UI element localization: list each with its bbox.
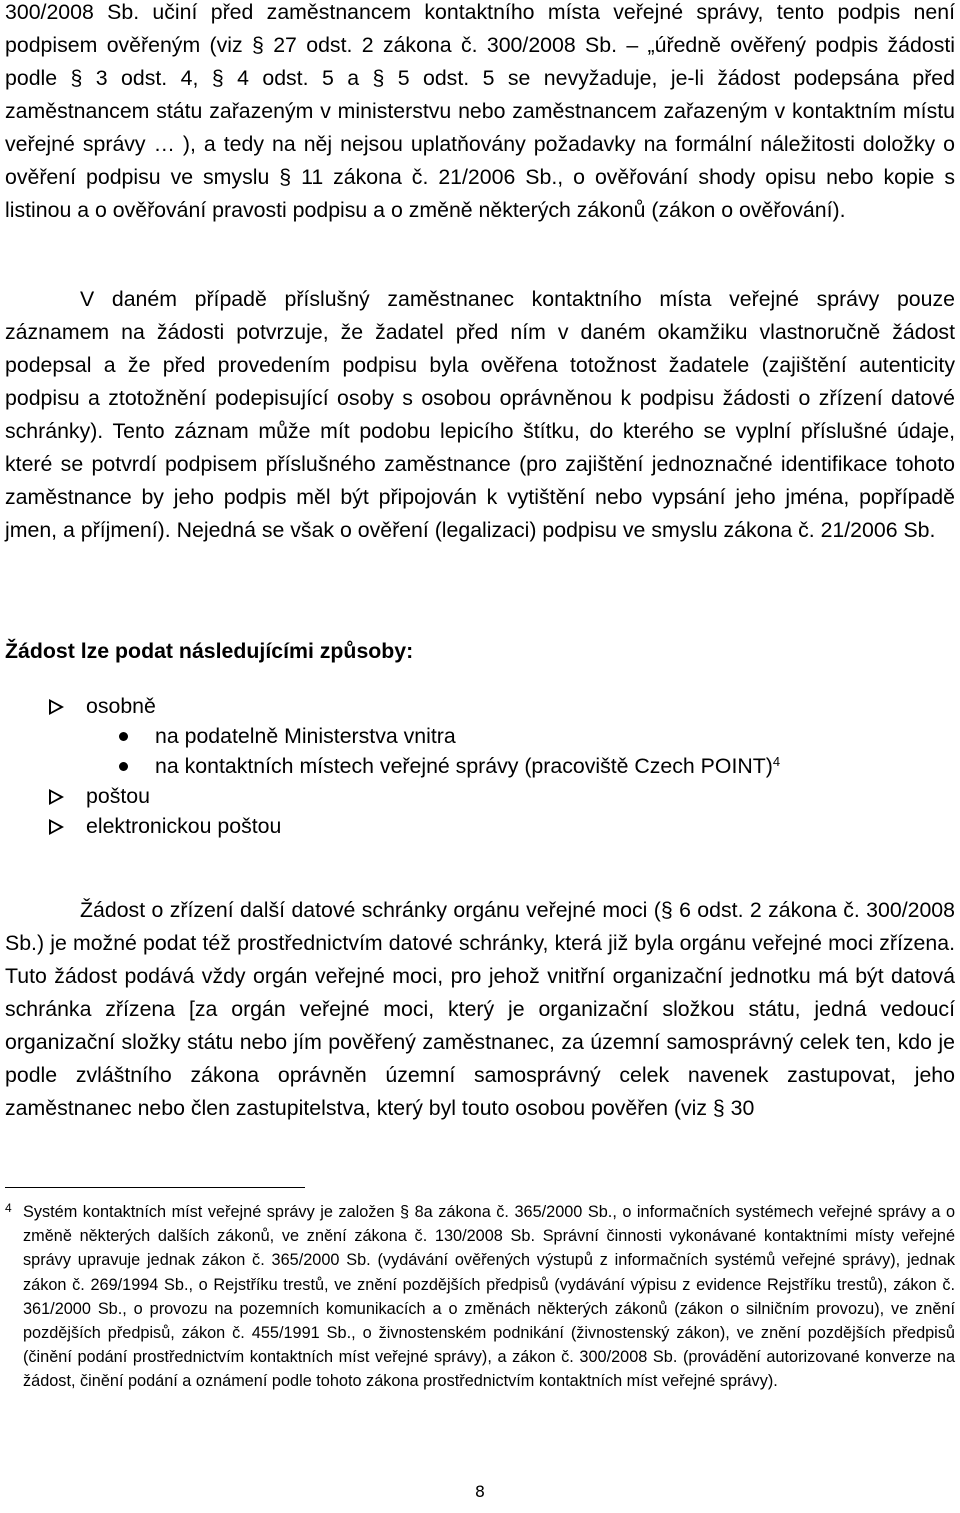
footnote-reference: 4 [772,754,781,769]
arrowhead-bullet-icon [49,789,64,805]
list-item-post [5,781,955,811]
footnote-text: Systém kontaktních míst veřejné správy je založen § 8a zákona č. 365/2000 Sb., o informačních systémech veřejné správy a o změně některých dalších zákonů, ve znění zákona č. 130/2008 Sb. Správní činnosti vykonávané kontaktními místy veřejné správy upravuje jednak zákon č. 365/2000 Sb. (vydávání ověřených výstupů z informačních systémů veřejné správy), jednak zákon č. 269/1994 Sb., o Rejstříku trestů, ve znění pozdějších předpisů (vydávání výpisu z evidence Rejstříku trestů), zákon č. 361/2000 Sb., o provozu na pozemních komunikacích a o změnách některých zákonů (zákon o silničním provozu), ve znění pozdějších předpisů, zákon č. 455/1991 Sb., o živnostenském podnikání (živnostenský zákon), ve znění pozdějších předpisů (činění podání prostřednictvím kontaktních míst veřejné správy), a zákon č. 300/2008 Sb. (provádění autorizované konverze na žádost, činění podání a oznámení podle tohoto zákona prostřednictvím kontaktních míst veřejné správy). [23,1203,955,1391]
list-subitem-ministry-registry [5,721,955,751]
list-item-label: elektronickou poštou [86,814,282,838]
list-item-email [5,811,955,841]
arrowhead-bullet-icon [49,699,64,715]
section-heading: Žádost lze podat následujícími způsoby: [5,639,414,663]
round-bullet-icon [119,762,128,771]
list-item-in-person [5,691,955,721]
list-item-label: na kontaktních místech veřejné správy (pracoviště Czech POINT) [155,754,773,778]
paragraph-1: 300/2008 Sb. učiní před zaměstnancem kontaktního místa veřejné správy, tento podpis není podpisem ověřeným (viz § 27 odst. 2 zákona č. 300/2008 Sb. – „úředně ověřený podpis žádosti podle § 3 odst. 4, § 4 odst. 5 a § 5 odst. 5 se nevyžaduje, je-li žádost podepsána před zaměstnancem státu zařazeným v ministerstvu nebo zaměstnancem zařazeným v kontaktním místu veřejné správy … ), a tedy na něj nejsou uplatňovány požadavky na formální náležitosti doložky o ověření podpisu ve smyslu § 11 zákona č. 21/2006 Sb., o ověřování shody opisu nebo kopie s listinou a o ověřování pravosti podpisu a o změně některých zákonů (zákon o ověřování). [5,0,955,222]
paragraph-3: Žádost o zřízení další datové schránky orgánu veřejné moci (§ 6 odst. 2 zákona č. 300/2008 Sb.) je možné podat též prostřednictvím datové schránky, která již byla orgánu veřejné moci zřízena. Tuto žádost podává vždy orgán veřejné moci, pro jehož vnitřní organizační jednotku má být datová schránka zřízena [za orgán veřejné moci, který je organizační složkou státu, jedná vedoucí organizační složky státu nebo jím pověřený zaměstnanec, za územní samosprávný celek ten, kdo je podle zvláštního zákona oprávněn územní samosprávný celek navenek zastupovat, jeho zaměstnanec nebo člen zastupitelstva, který byl touto osobou pověřen (viz § 30 [5,898,955,1120]
footnote [5,1200,955,1394]
list-item-label: poštou [86,784,150,808]
arrowhead-bullet-icon [49,819,64,835]
footnote-mark: 4 [5,1201,12,1215]
paragraph-1-block [5,0,955,227]
footnote-separator [5,1187,305,1188]
page-number: 8 [474,1482,486,1501]
list-subitem-contact-points [5,751,955,781]
paragraph-3-block [5,894,955,1125]
list-item-label: osobně [86,694,156,718]
paragraph-2: V daném případě příslušný zaměstnanec kontaktního místa veřejné správy pouze záznamem na žádosti potvrzuje, že žadatel před ním v daném okamžiku vlastnoručně žádost podepsal a že před provedením podpisu byla ověřena totožnost žadatele (zajištění autenticity podpisu a ztotožnění podepisující osoby s osobou oprávněnou k podpisu žádosti o zřízení datové schránky). Tento záznam může mít podobu lepicího štítku, do kterého se vyplní příslušné údaje, které se potvrdí podpisem příslušného zaměstnance (pro zajištění jednoznačné identifikace tohoto zaměstnance by jeho podpis měl být připojován k vytištění nebo vypsání jeho jména, popřípadě jmen, a příjmení). Nejedná se však o ověření (legalizaci) podpisu ve smyslu zákona č. 21/2006 Sb. [5,287,955,542]
submission-methods-list [5,691,955,841]
round-bullet-icon [119,732,128,741]
paragraph-2-block [5,283,955,547]
list-item-label: na podatelně Ministerstva vnitra [155,724,456,748]
